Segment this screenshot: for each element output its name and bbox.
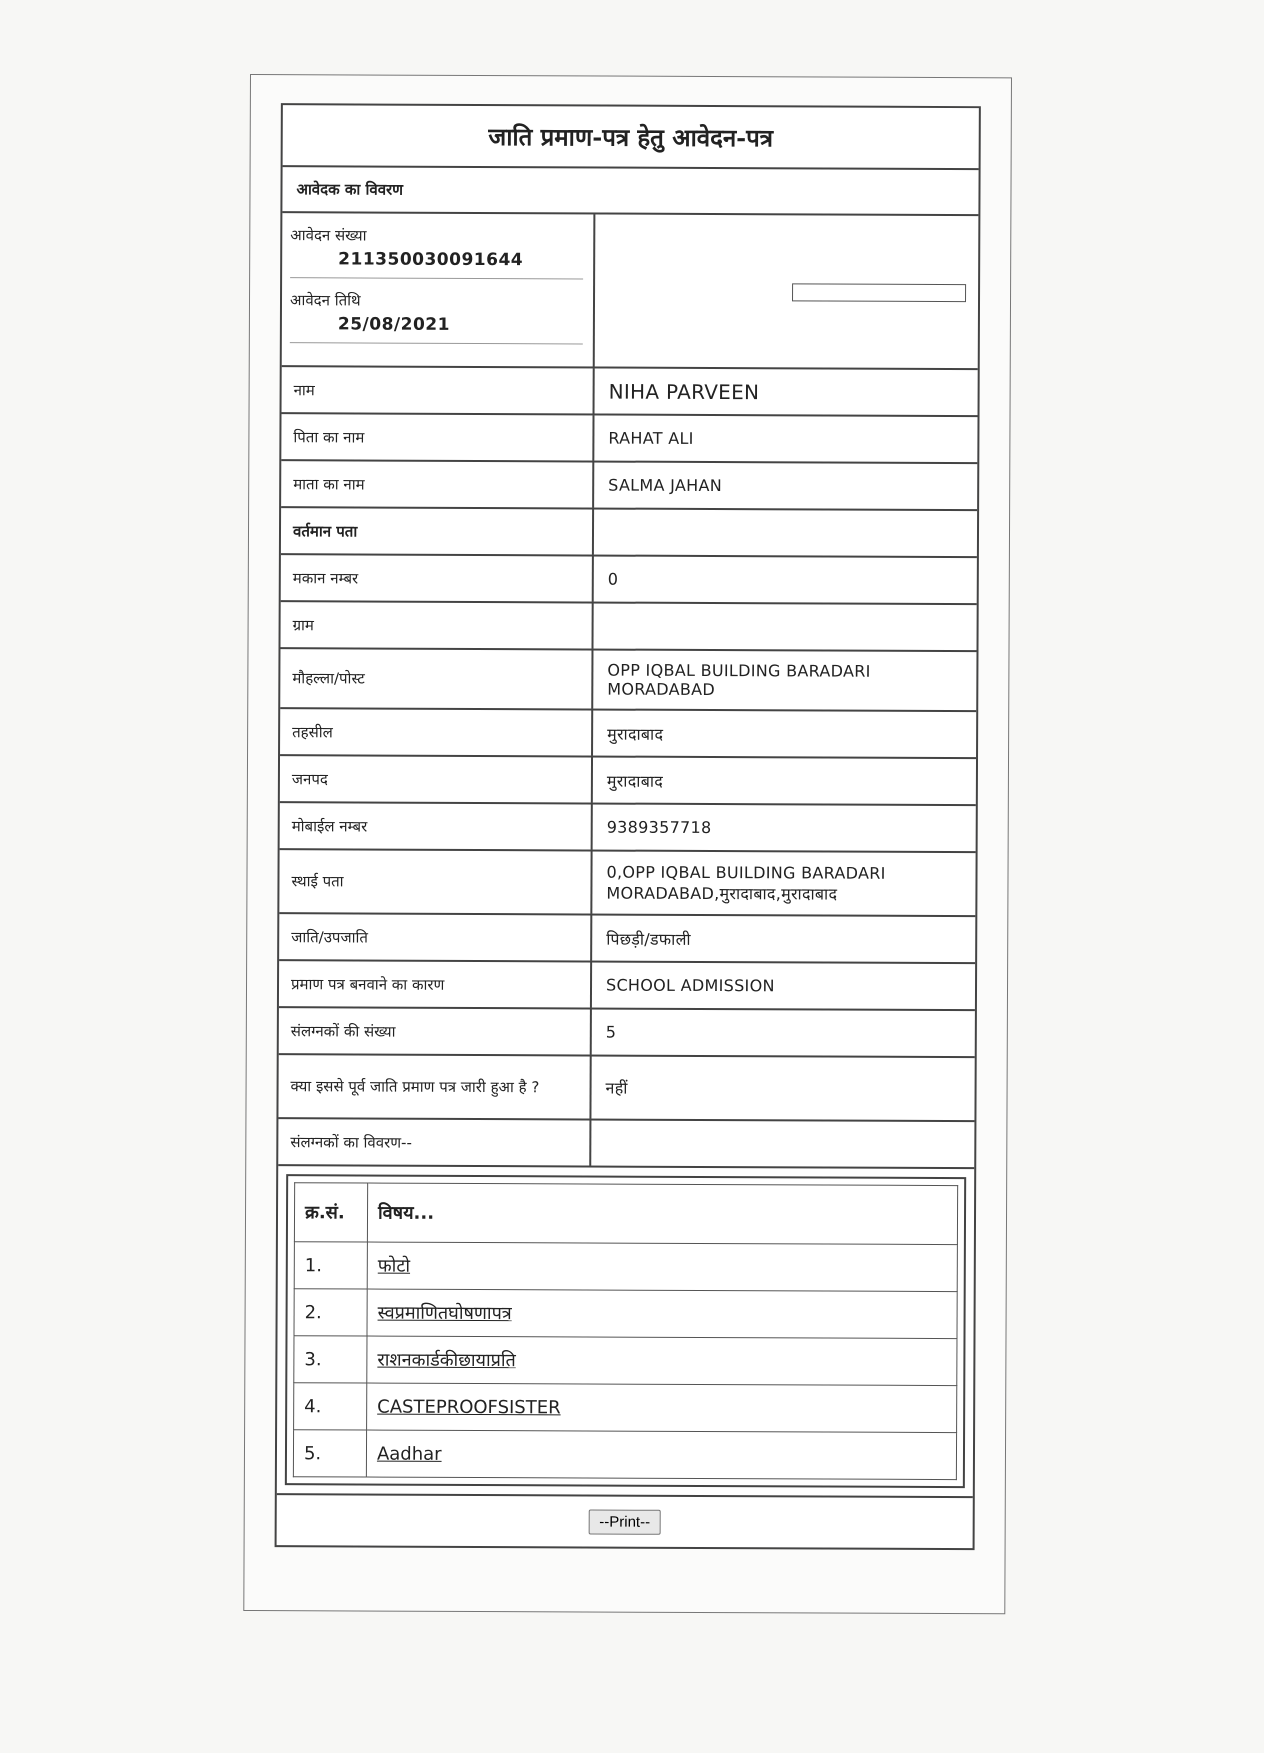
field-value: मुरादाबाद: [607, 724, 664, 744]
field-value: NIHA PARVEEN: [608, 379, 760, 404]
field-value: 0,OPP IQBAL BUILDING BARADARI MORADABAD,मुरादाबाद,मुरादाबाद: [606, 862, 886, 904]
attachments-frame: [285, 1174, 966, 1488]
application-form: [275, 103, 981, 1550]
table-row: [294, 1383, 957, 1433]
print-row: [277, 1495, 973, 1548]
field-value: 5: [605, 1022, 617, 1042]
application-number-label: आवेदन संख्या: [290, 226, 367, 245]
table-header-row: [294, 1183, 957, 1245]
field-label: स्थाई पता: [279, 850, 592, 913]
field-label: क्या इससे पूर्व जाति प्रमाण पत्र जारी हुआ है ?: [278, 1055, 591, 1118]
field-row-house-number: [281, 555, 977, 605]
field-value: 9389357718: [606, 817, 712, 838]
field-label: तहसील: [280, 709, 593, 755]
field-value: [593, 604, 976, 651]
application-info-block: [282, 213, 979, 370]
field-row-caste: [279, 914, 975, 964]
field-value: [591, 1120, 974, 1167]
field-value: SCHOOL ADMISSION: [605, 975, 775, 996]
application-date-label: आवेदन तिथि: [289, 291, 361, 310]
field-label: मोबाईल नम्बर: [280, 803, 593, 849]
section-heading: आवेदक का विवरण: [282, 167, 978, 216]
field-row-father-name: [281, 414, 977, 464]
col-serial-header: क्र.सं.: [294, 1183, 367, 1242]
field-row-tehsil: [280, 709, 976, 759]
field-label: प्रमाण पत्र बनवाने का कारण: [279, 961, 592, 1007]
attachments-section: [277, 1166, 974, 1498]
field-label: संलग्नकों की संख्या: [279, 1008, 592, 1054]
application-info: [282, 213, 596, 366]
field-label: संलग्नकों का विवरण--: [278, 1119, 591, 1165]
field-value: OPP IQBAL BUILDING BARADARI MORADABAD: [607, 660, 871, 700]
field-label: मकान नम्बर: [281, 555, 594, 601]
attachment-link-photo[interactable]: फोटो: [377, 1255, 411, 1277]
field-row-locality: [280, 649, 976, 712]
field-label: पिता का नाम: [281, 414, 594, 460]
field-label: माता का नाम: [281, 461, 594, 507]
table-row: [293, 1430, 956, 1480]
field-value: नहीं: [605, 1078, 628, 1098]
attachment-cell: [367, 1242, 957, 1292]
field-row-mother-name: [281, 461, 977, 511]
attachments-table: [293, 1182, 958, 1480]
form-title: जाति प्रमाण-पत्र हेतु आवेदन-पत्र: [283, 105, 979, 170]
attachment-serial: 1.: [294, 1242, 367, 1289]
field-value: पिछड़ी/डफाली: [606, 929, 691, 949]
table-row: [294, 1289, 957, 1339]
field-value: RAHAT ALI: [608, 428, 694, 448]
field-row-mobile: [280, 803, 976, 853]
field-value: SALMA JAHAN: [608, 475, 723, 496]
divider: [290, 342, 583, 344]
attachment-serial: 4.: [294, 1383, 367, 1430]
photo-area: [595, 215, 979, 369]
attachment-serial: 2.: [294, 1289, 367, 1336]
attachment-cell: [367, 1289, 957, 1339]
attachment-link-caste-proof[interactable]: CASTEPROOFSISTER: [377, 1396, 561, 1418]
field-label: जाति/उपजाति: [279, 914, 592, 960]
print-button[interactable]: --Print--: [588, 1509, 661, 1534]
field-label: जनपद: [280, 756, 593, 802]
field-value: 0: [607, 569, 619, 589]
field-label: नाम: [282, 367, 595, 413]
field-row-attachment-count: [279, 1008, 975, 1058]
document-page: [243, 74, 1012, 1614]
attachment-link-aadhar[interactable]: Aadhar: [376, 1443, 442, 1465]
field-row-attachment-details: [278, 1119, 974, 1169]
application-date-value: 25/08/2021: [337, 314, 450, 335]
field-row-current-address: [281, 508, 977, 558]
field-row-name: [282, 367, 978, 417]
divider: [290, 277, 583, 279]
attachment-link-self-declaration[interactable]: स्वप्रमाणितघोषणापत्र: [377, 1302, 512, 1325]
field-row-village: [280, 602, 976, 652]
field-label: ग्राम: [280, 602, 593, 648]
field-row-permanent-address: [279, 850, 975, 917]
attachment-serial: 3.: [294, 1336, 367, 1383]
field-value: मुरादाबाद: [606, 771, 664, 791]
application-number-value: 211350030091644: [338, 249, 524, 271]
col-subject-header: विषय...: [367, 1183, 957, 1245]
attachment-cell: [367, 1336, 957, 1386]
attachment-link-ration-card[interactable]: राशनकार्डकीछायाप्रति: [377, 1349, 516, 1372]
field-label: मौहल्ला/पोस्ट: [280, 649, 593, 708]
field-label: वर्तमान पता: [281, 508, 594, 554]
photo-placeholder: [792, 283, 966, 302]
field-value: [594, 510, 977, 557]
table-row: [294, 1242, 957, 1292]
field-row-reason: [279, 961, 975, 1011]
attachment-serial: 5.: [293, 1430, 366, 1477]
attachment-cell: [367, 1383, 957, 1433]
attachment-cell: [366, 1430, 956, 1480]
table-row: [294, 1336, 957, 1386]
field-row-district: [280, 756, 976, 806]
field-row-previous-certificate: [278, 1055, 974, 1122]
